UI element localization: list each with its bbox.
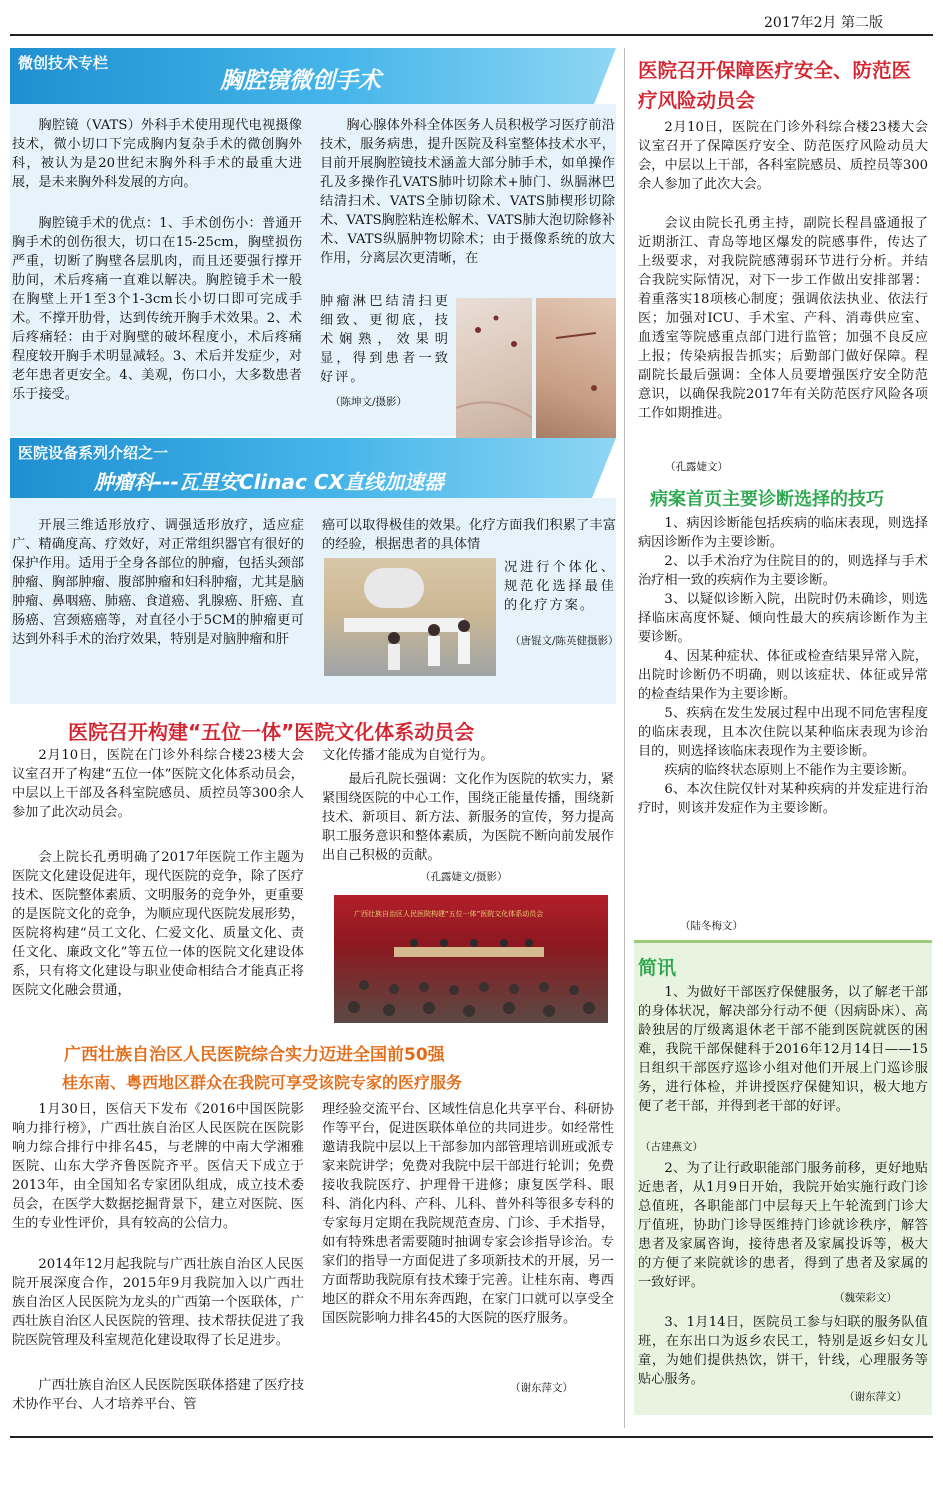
bottom-rule — [10, 1436, 933, 1438]
culture-paragraph-4: 最后孔院长强调：文化作为医院的软实力，紧紧围绕医院的中心工作，围绕正能量传播，围绕新技术、新项目、新方法、新服务的宣传，努力提高职工服务意识和整体素质，为医院不断向前发展作出自己积极的贡献。 — [322, 772, 614, 863]
guangxi-headline-1: 广西壮族自治区人民医院综合实力迈进全国前50强 — [64, 1045, 445, 1065]
vats-paragraph-2: 胸腔镜手术的优点：1、手术创伤小：普通开胸手术的创伤很大，切口在15-25cm，胸壁损伤严重，切断了胸壁各层肌肉，而且还要强行撑开肋间，术后疼痛一直难以解决。胸腔镜手术一般在胸壁上开1至3个1-3cm长小切口即可完成手术。不撑开肋骨，达到传统开胸手术效果。2、术后疼痛轻：由于对胸壁的破坏程度小，术后疼痛程度较开胸手术明显减轻。3、术后并发症少，对老年患者更安全。4、美观，伤口小，大多数患者乐于接受。 — [12, 216, 302, 402]
diagnosis-item: 4、因某种症状、体征或检查结果异常入院，出院时诊断仍不明确，则以该症状、体征或异常的检查结果作为主要诊断。 — [638, 649, 928, 702]
vats-banner — [10, 48, 616, 104]
safety-paragraph-1: 2月10日，医院在门诊外科综合楼23楼大会议室召开了保障医疗安全、防范医疗风险动员大会，中层以上干部，各科室院感员、质控员等300余人参加了此次大会。 — [638, 120, 928, 192]
diagnosis-credit: （陆冬梅文） — [680, 920, 743, 932]
banner-chevron-icon — [576, 438, 616, 498]
device-paragraph-1: 开展三维适形放疗、调强适形放疗，适应症广、精确度高、疗效好，对正常组织器官有很好的保护作用。适用于全身各部位的肿瘤，包括头颈部肿瘤、胸部肿瘤、腹部肿瘤和妇科肿瘤，尤其是脑肿瘤、鼻咽癌、肺癌、食道癌、乳腺癌、肝癌、直肠癌、宫颈癌癌等，对直径小于5CM的肿瘤更可达到外科手术的治疗效果，特别是对脑肿瘤和肝 — [12, 518, 304, 647]
diagnosis-item: 1、病因诊断能包括疾病的临床表现，则选择病因诊断作为主要诊断。 — [638, 516, 928, 550]
brief-credit-3: （谢东萍文） — [844, 1391, 907, 1403]
linear-accelerator-photo — [324, 558, 496, 676]
vats-paragraph-3: 胸心腺体外科全体医务人员积极学习医疗前沿技术，服务病患，提升医院及科室整体技术水平，目前开展胸腔镜技术涵盖大部分肺手术，如单操作孔及多操作孔VATS肺叶切除术+肺门、纵膈淋巴结清扫术、VATS全肺切除术、VATS肺楔形切除术、VATS胸腔粘连松解术、VATS肺大泡切除修补术、VATS纵膈肿物切除术；由于摄像系统的放大作用，分离层次更清晰，在 — [320, 118, 615, 266]
culture-paragraph-2: 会上院长孔勇明确了2017年医院工作主题为医院文化建设促进年，现代医院的竞争，除了医疗技术、医院整体素质、文明服务的竞争外，更重要的是医院文化的竞争，为顺应现代医院发展形势，医院将构建“员工文化、仁爱文化、质量文化、责任文化、廉政文化”等五位一体的医院文化建设体系，只有将文化建设与职业使命相结合才能真正将医院文化融会贯通， — [12, 850, 304, 998]
vats-section — [10, 48, 616, 436]
device-title: 肿瘤科---瓦里安Clinac CX直线加速器 — [94, 470, 444, 494]
diagnosis-item: 疾病的临终状态原则上不能作为主要诊断。 — [664, 763, 915, 778]
meeting-banner-text: 广西壮族自治区人民医院构建“五位一体”医院文化体系动员会 — [354, 910, 544, 918]
diagnosis-item: 2、以手术治疗为住院目的的，则选择与手术治疗相一致的疾病作为主要诊断。 — [638, 554, 928, 588]
culture-headline: 医院召开构建“五位一体”医院文化体系动员会 — [68, 720, 475, 744]
diagnosis-item: 6、本次住院仅针对某种疾病的并发症进行治疗时，则该并发症作为主要诊断。 — [638, 782, 928, 816]
surgery-scar-photo-2 — [536, 298, 616, 438]
surgery-scar-photo-1 — [456, 298, 532, 438]
device-section — [10, 438, 619, 704]
vats-title: 胸腔镜微创手术 — [220, 68, 381, 94]
vats-paragraph-4: 肿瘤淋巴结清扫更细致、更彻底，技术娴熟，效果明显，得到患者一致好评。 — [320, 294, 450, 385]
guangxi-paragraph-1: 1月30日，医信天下发布《2016中国医院影响力排行榜》，广西壮族自治区人民医院在医院影响力综合排行中排名45，与老牌的中南大学湘雅医院、山东大学齐鲁医院齐平。医信天下成立于2013年，由全国知名专家团队组成，成立技术委员会，在医学大数据挖掘背景下，建立对医院、医生的专业性评价，具有较高的公信力。 — [12, 1102, 304, 1231]
brief-paragraph-1: 1、为做好干部医疗保健服务，以了解老干部的身体状况，解决部分行动不便（因病卧床）、高龄独居的厅级离退休老干部不能到医院就医的困难，我院干部保健科于2016年12月14日——15日组织干部医疗巡诊小组对他们开展上门巡诊服务，进行体检，并讲授医疗保健知识，极大地方便了老干部，并得到老干部的好评。 — [638, 985, 928, 1114]
brief-paragraph-2: 2、为了让行政职能部门服务前移，更好地贴近患者，从1月9日开始，我院开始实施行政门诊总值班，各职能部门中层每天上午轮流到门诊大厅值班，协助门诊导医维持门诊就诊秩序，解答患者及家属咨询，接待患者及家属投诉等，极大的方便了来院就诊的患者，得到了患者及家属的一致好评。 — [638, 1161, 928, 1290]
vats-credit: （陈坤文/摄影） — [330, 396, 408, 408]
culture-credit: （孔露婕文/摄影） — [420, 871, 508, 883]
safety-credit: （孔露婕文） — [665, 461, 728, 473]
vats-paragraph-1: 胸腔镜（VATS）外科手术使用现代电视摄像技术，微小切口下完成胸内复杂手术的微创胸外科，被认为是20世纪末胸外科手术的最重大进展，是未来胸外科发展的方向。 — [12, 118, 302, 190]
page-header — [10, 8, 933, 36]
device-paragraph-3: 况进行个体化、规范化选择最佳的化疗方案。 — [504, 560, 616, 613]
safety-headline: 医院召开保障医疗安全、防范医疗风险动员会 — [638, 59, 912, 112]
device-banner — [10, 438, 616, 498]
brief-news-title: 简讯 — [638, 957, 677, 979]
diagnosis-item: 3、以疑似诊断入院，出院时仍未确诊，则选择临床高度怀疑、倾向性最大的疾病诊断作为主要诊断。 — [638, 592, 928, 645]
safety-paragraph-2: 会议由院长孔勇主持，副院长程昌盛通报了近期浙江、青岛等地区爆发的院感事件，传达了上级要求，对我院院感薄弱环节进行分析。并结合我院实际情况，对下一步工作做出安排部署：着重落实18项核心制度；强调依法执业、依法行医；加强对ICU、手术室、产科、消毒供应室、血透室等院感重点部门进行监管；加强不良反应上报；传染病报告抓实；后勤部门做好保障。程副院长最后强调：全体人员要增强医疗安全防范意识，以确保我院2017年有关防范医疗风险各项工作如期推进。 — [638, 216, 928, 421]
culture-paragraph-1: 2月10日，医院在门诊外科综合楼23楼大会议室召开了构建“五位一体”医院文化体系动员会，中层以上干部及各科室院感员、质控员等300余人参加了此次动员会。 — [12, 748, 304, 820]
brief-credit-2: （魏荣彩文） — [834, 1292, 897, 1304]
culture-paragraph-3: 文化传播才能成为自觉行为。 — [322, 748, 494, 763]
device-series-tag: 医院设备系列介绍之一 — [18, 444, 169, 462]
device-paragraph-2: 癌可以取得极佳的效果。化疗方面我们积累了丰富的经验，根据患者的具体情 — [322, 518, 616, 552]
brief-news-box — [634, 940, 932, 1415]
guangxi-credit: （谢东萍文） — [510, 1382, 573, 1394]
guangxi-paragraph-4: 理经验交流平台、区域性信息化共享平台、科研协作等平台，促进医联体单位的共同进步。如经常性邀请我院中层以上干部参加内部管理培训班或派专家来院讲学；免费对我院中层干部进行轮训；免费接收我院医疗、护理骨干进修；康复医学科、眼科、消化内科、产科、儿科、普外科等很多专科的专家每月定期在我院规范查房、门诊、手术指导，如有特殊患者需要随时抽调专家会诊指导诊治。专家们的指导一方面促进了多项新技术的开展，另一方面帮助我院原有技术臻于完善。让桂东南、粤西地区的群众不用东奔西跑，在家门口就可以享受全国医院影响力排名45的大医院的医疗服务。 — [322, 1102, 614, 1326]
banner-chevron-icon — [576, 48, 616, 104]
diagnosis-headline: 病案首页主要诊断选择的技巧 — [650, 489, 884, 510]
diagnosis-list — [638, 514, 928, 818]
vats-column-tag: 微创技术专栏 — [18, 54, 109, 72]
column-divider — [624, 48, 625, 1428]
diagnosis-item: 5、疾病在发生发展过程中出现不同危害程度的临床表现，且本次住院以某种临床表现为诊治目的，则选择该临床表现作为主要诊断。 — [638, 706, 928, 759]
culture-meeting-photo — [334, 895, 608, 1023]
device-credit: （唐锟文/陈英健摄影） — [510, 635, 619, 647]
guangxi-paragraph-3: 广西壮族自治区人民医院医联体搭建了医疗技术协作平台、人才培养平台、管 — [12, 1378, 304, 1412]
brief-credit-1: （古建燕文） — [640, 1141, 703, 1153]
guangxi-paragraph-2: 2014年12月起我院与广西壮族自治区人民医院开展深度合作，2015年9月我院加入以广西壮族自治区人民医院为龙头的广西第一个医联体，广西壮族自治区人民医院的管理、技术帮扶促进了我院医院管理及科室规范化建设取得了长足进步。 — [12, 1257, 304, 1348]
guangxi-headline-2: 桂东南、粤西地区群众在我院可享受该院专家的医疗服务 — [62, 1073, 463, 1092]
edition-date: 2017年2月 第二版 — [764, 15, 883, 31]
brief-paragraph-3: 3、1月14日，医院员工参与妇联的服务队值班，在东出口为返乡农民工，特别是返乡妇女儿童，为她们提供热饮，饼干，针线，心理服务等贴心服务。 — [638, 1315, 928, 1387]
